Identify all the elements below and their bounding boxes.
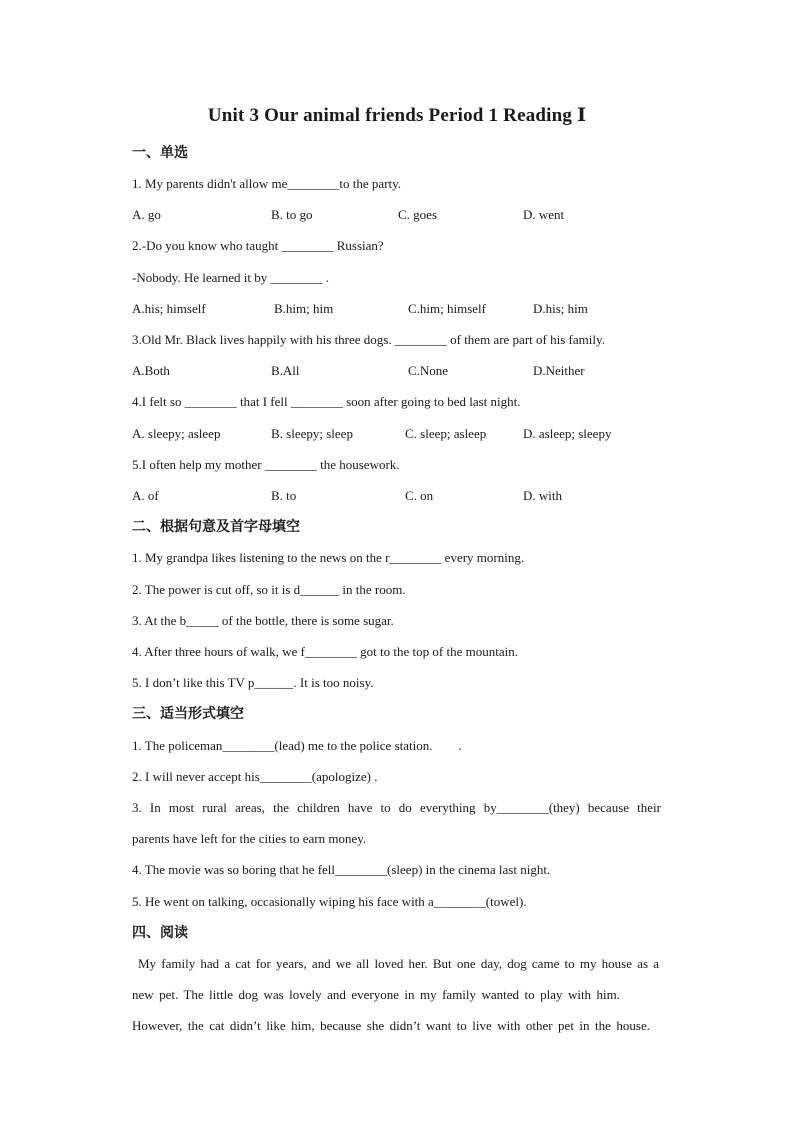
fill-question: 4. After three hours of walk, we f________ got to the top of the mountain. — [132, 644, 518, 659]
fill-question: 5. I don’t like this TV p______. It is too noisy. — [132, 675, 374, 690]
question-text: 1. My parents didn't allow me________to the party. — [132, 176, 402, 191]
reading-paragraph-line: new pet. The little dog was lovely and everyone in my family wanted to play with him. — [132, 987, 620, 1002]
option-a: A.his; himself — [132, 301, 206, 316]
form-question: 3. In most rural areas, the children have to do everything by________(they) because their — [132, 800, 661, 815]
option-c: C.None — [408, 363, 449, 378]
option-c: C.him; himself — [408, 301, 486, 316]
section-heading-reading: 四、阅读 — [132, 925, 188, 941]
option-b: B.him; him — [274, 301, 334, 316]
option-d: D.Neither — [533, 363, 585, 378]
question-text: 5.I often help my mother ________ the housework. — [132, 457, 400, 472]
option-a: A. of — [132, 488, 159, 503]
option-b: B. sleepy; sleep — [271, 426, 353, 441]
option-d: D. went — [523, 207, 565, 222]
reading-paragraph-line: My family had a cat for years, and we all loved her. But one day, dog came to my house as a — [138, 956, 659, 971]
option-a: A.Both — [132, 363, 170, 378]
question-text: -Nobody. He learned it by ________ . — [132, 270, 330, 285]
fill-question: 3. At the b_____ of the bottle, there is some sugar. — [132, 613, 394, 628]
option-d: D. with — [523, 488, 562, 503]
question-text: 2.-Do you know who taught ________ Russian? — [132, 238, 384, 253]
option-d: D.his; him — [533, 301, 588, 316]
option-c: C. goes — [398, 207, 437, 222]
fill-question: 1. My grandpa likes listening to the news on the r________ every morning. — [132, 550, 525, 565]
section-heading-word-forms: 三、适当形式填空 — [132, 706, 244, 722]
fill-question: 2. The power is cut off, so it is d______ in the room. — [132, 582, 406, 597]
option-b: B. to go — [271, 207, 313, 222]
form-question: 4. The movie was so boring that he fell________(sleep) in the cinema last night. — [132, 862, 551, 877]
form-question-continued: parents have left for the cities to earn money. — [132, 831, 367, 846]
section-heading-initial-letter: 二、根据句意及首字母填空 — [132, 519, 300, 535]
form-question: 1. The policeman________(lead) me to the police station. . — [132, 738, 462, 753]
option-c: C. sleep; asleep — [405, 426, 487, 441]
question-text: 3.Old Mr. Black lives happily with his three dogs. ________ of them are part of his family. — [132, 332, 605, 347]
reading-paragraph-line: However, the cat didn’t like him, because she didn’t want to live with other pet in the house. — [132, 1018, 650, 1033]
option-a: A. sleepy; asleep — [132, 426, 221, 441]
option-c: C. on — [405, 488, 434, 503]
form-question: 5. He went on talking, occasionally wiping his face with a________(towel). — [132, 894, 527, 909]
option-b: B. to — [271, 488, 297, 503]
form-question: 2. I will never accept his________(apologize) . — [132, 769, 378, 784]
option-b: B.All — [271, 363, 300, 378]
section-heading-multiple-choice: 一、单选 — [132, 145, 188, 161]
option-a: A. go — [132, 207, 161, 222]
option-d: D. asleep; sleepy — [523, 426, 612, 441]
question-text: 4.I felt so ________ that I fell ________ soon after going to bed last night. — [132, 394, 521, 409]
page-title: Unit 3 Our animal friends Period 1 Reading Ⅰ — [207, 105, 587, 126]
